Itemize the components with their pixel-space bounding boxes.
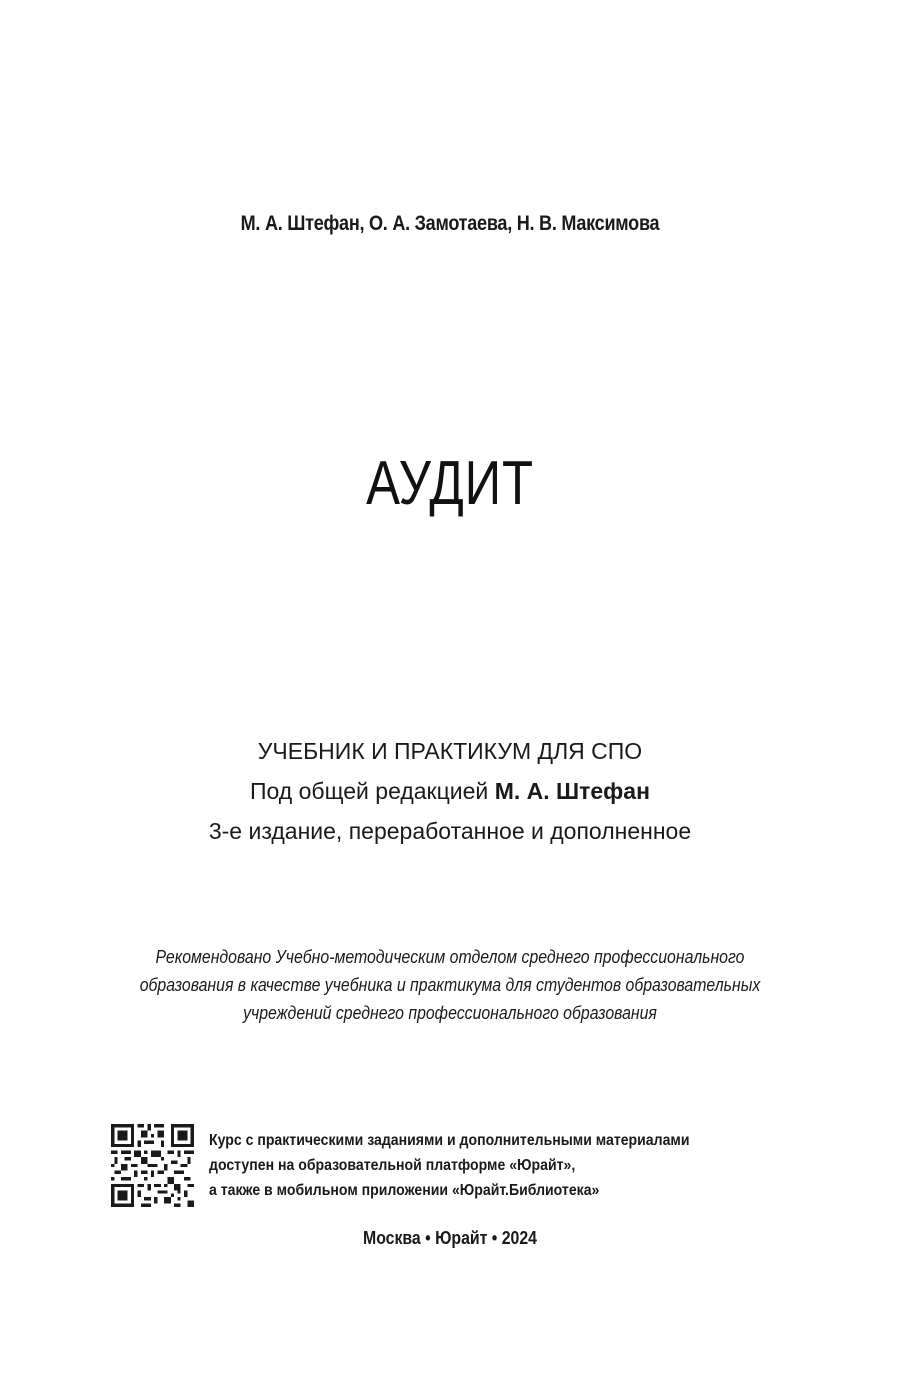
recommendation-line: учреждений среднего профессионального образования — [243, 1003, 657, 1023]
qr-code-icon[interactable] — [111, 1124, 194, 1207]
course-info-line: Курс с практическими заданиями и дополнительными материалами — [209, 1132, 690, 1149]
recommendation-line: образования в качестве учебника и практикума для студентов образовательных — [139, 975, 761, 995]
recommendation — [107, 943, 793, 1027]
authors: М. А. Штефан, О. А. Замотаева, Н. В. Максимова — [240, 212, 660, 235]
book-type: УЧЕБНИК И ПРАКТИКУМ ДЛЯ СПО — [257, 738, 643, 764]
course-info-line: а также в мобильном приложении «Юрайт.Библиотека» — [209, 1182, 600, 1199]
book-title: АУДИТ — [366, 449, 534, 518]
course-info-line: доступен на образовательной платформе «Юрайт», — [209, 1157, 576, 1174]
editor-prefix: Под общей редакцией — [249, 778, 495, 804]
editor-line — [0, 774, 900, 814]
course-info — [209, 1128, 755, 1203]
recommendation-line: Рекомендовано Учебно-методическим отделом среднего профессионального — [155, 947, 745, 967]
edition: 3-е издание, переработанное и дополненное — [208, 818, 692, 844]
subtitle-block — [0, 734, 900, 854]
imprint: Москва • Юрайт • 2024 — [363, 1228, 537, 1248]
editor-name: М. А. Штефан — [494, 778, 650, 804]
